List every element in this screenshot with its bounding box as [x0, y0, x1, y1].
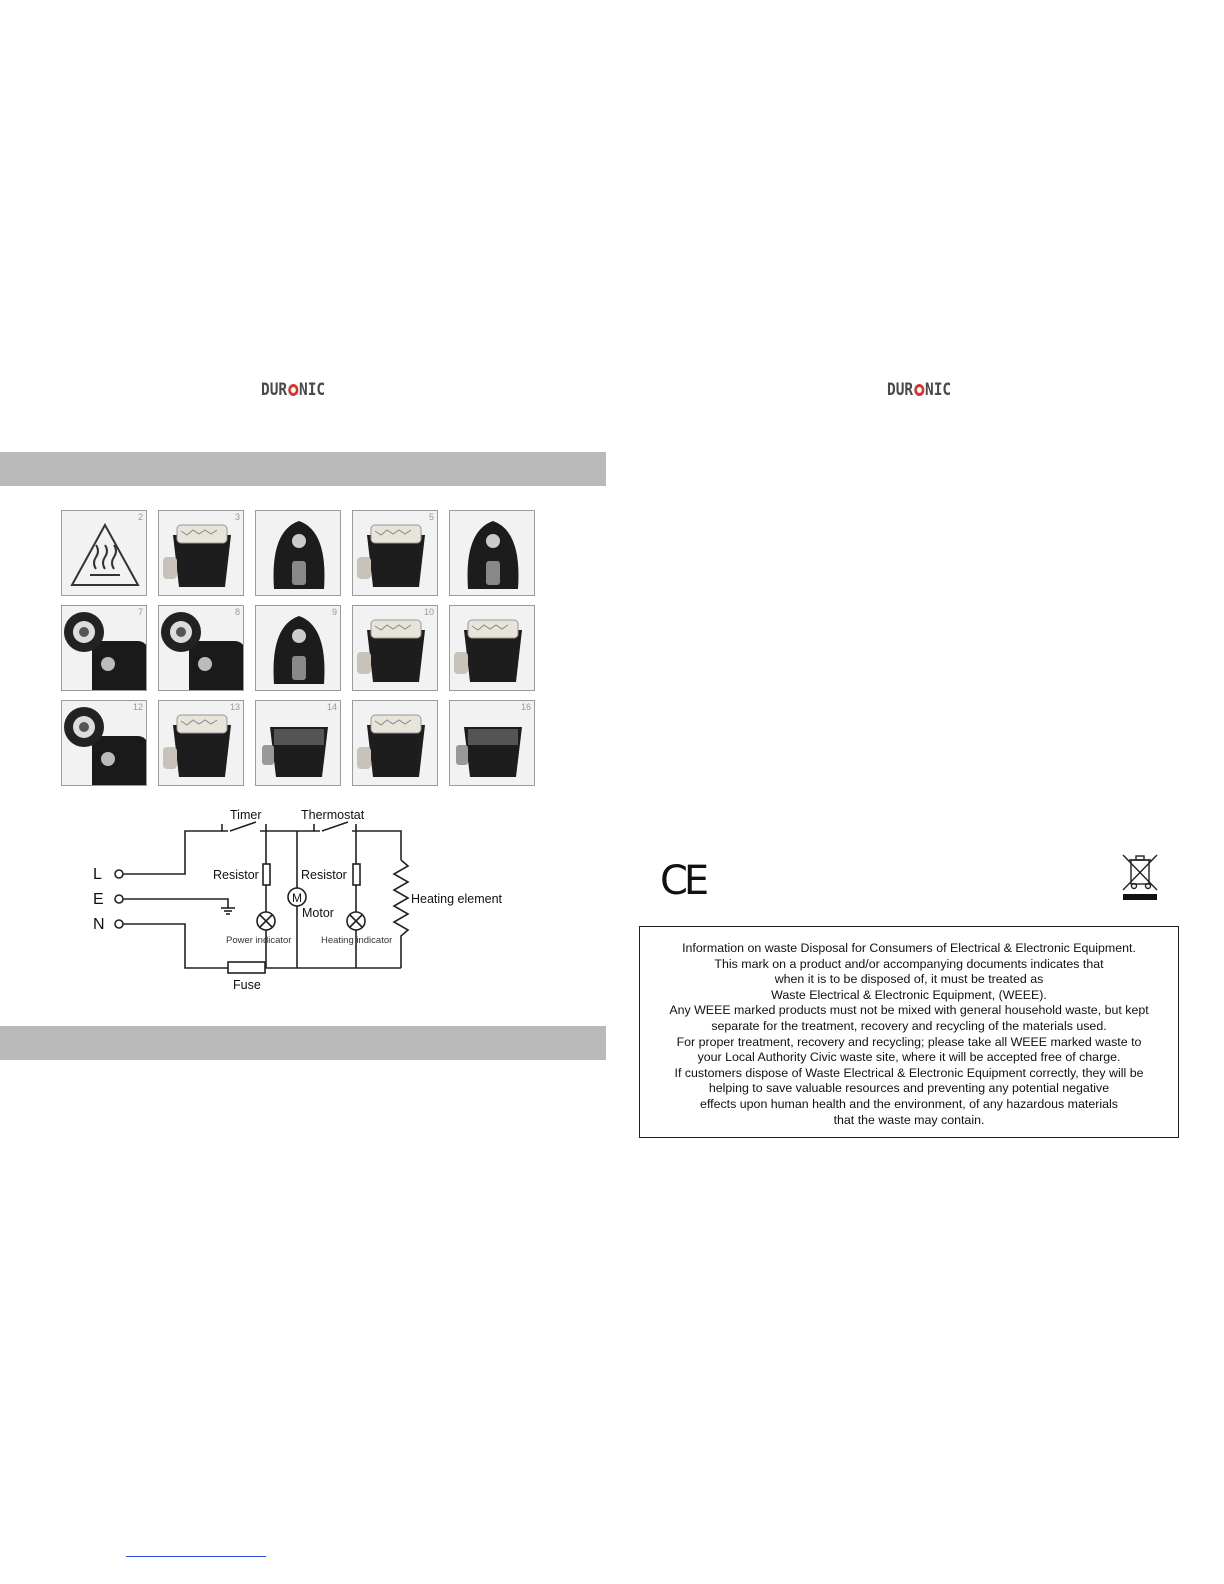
terminal-l: [115, 870, 123, 878]
ce-mark: CE: [660, 858, 706, 904]
step-illustration: [61, 510, 147, 596]
weee-notice-line: Information on waste Disposal for Consumers of Electrical & Electronic Equipment.: [682, 941, 1136, 955]
terminal-label-e: E: [93, 891, 104, 908]
duronic-logo-right: [887, 380, 951, 400]
weee-notice-line: helping to save valuable resources and preventing any potential negative: [708, 1081, 1110, 1096]
step-number: 13: [229, 702, 240, 712]
fryer-basket-icon: [256, 701, 341, 786]
fryer-basket-fries-icon: [353, 606, 438, 691]
step-illustrations-grid: [61, 510, 535, 792]
crossed-out-wheelie-bin-icon: [1120, 852, 1160, 902]
air-fryer-icon: [450, 511, 535, 596]
resistor-label-2: Resistor: [301, 868, 347, 882]
weee-notice-line: separate for the treatment, recovery and recycling of the materials used.: [711, 1018, 1107, 1033]
heating-indicator-label: Heating indicator: [321, 935, 393, 946]
step-number: 16: [520, 702, 531, 712]
weee-notice-line: when it is to be disposed of, it must be treated as: [774, 972, 1044, 987]
step-illustration: [255, 700, 341, 786]
duronic-logo-left: [261, 380, 325, 400]
air-fryer-icon: [256, 606, 341, 691]
terminal-label-n: N: [93, 916, 105, 933]
circuit-diagram: [88, 800, 528, 1000]
step-illustration: [449, 605, 535, 691]
thermostat-label: Thermostat: [301, 808, 365, 822]
logo-text-left-b: NIC: [299, 380, 326, 400]
fryer-dial-icon: [159, 606, 244, 691]
heating-element-label: Heating element: [411, 892, 503, 906]
step-number: 2: [137, 512, 143, 522]
weee-notice-line: This mark on a product and/or accompanying documents indicates that: [714, 956, 1104, 971]
step-illustration: [352, 510, 438, 596]
section-header-band: [0, 452, 606, 486]
resistor-label-1: Resistor: [213, 868, 259, 882]
step-illustration: [158, 605, 244, 691]
weee-notice-line: If customers dispose of Waste Electrical & Electronic Equipment correctly, they will be: [674, 1065, 1144, 1080]
terminal-e: [115, 895, 123, 903]
logo-text-left-a: DUR: [261, 380, 288, 400]
fryer-basket-fries-icon: [159, 511, 244, 596]
step-number: 5: [428, 512, 434, 522]
weee-notice-line: that the waste may contain.: [833, 1112, 985, 1127]
step-illustration: [449, 700, 535, 786]
fryer-basket-fries-icon: [450, 606, 535, 691]
fryer-basket-icon: [450, 701, 535, 786]
step-illustration: [61, 700, 147, 786]
step-number: 14: [326, 702, 337, 712]
step-illustration: [352, 605, 438, 691]
weee-notice-line: Waste Electrical & Electronic Equipment, (WEEE).: [771, 987, 1047, 1002]
step-number: 3: [234, 512, 240, 522]
footer-underline: [126, 1556, 266, 1557]
weee-disposal-notice: [639, 926, 1179, 1138]
logo-power-icon: [288, 384, 298, 396]
weee-notice-line: For proper treatment, recovery and recycling; please take all WEEE marked waste to: [676, 1034, 1142, 1049]
step-illustration: [255, 605, 341, 691]
weee-notice-line: Any WEEE marked products must not be mixed with general household waste, but kept: [669, 1003, 1149, 1018]
section-header-band: [0, 1026, 606, 1060]
fryer-dial-icon: [62, 701, 147, 786]
step-illustration: [61, 605, 147, 691]
hot-surface-warning-icon: [62, 511, 147, 596]
logo-text-right-a: DUR: [887, 380, 914, 400]
fryer-dial-icon: [62, 606, 147, 691]
step-number: 7: [137, 607, 143, 617]
step-illustration: [158, 510, 244, 596]
power-indicator-label: Power indicator: [226, 935, 292, 946]
fryer-basket-fries-icon: [353, 511, 438, 596]
fuse-label: Fuse: [233, 978, 261, 992]
terminal-n: [115, 920, 123, 928]
air-fryer-icon: [256, 511, 341, 596]
step-number: 9: [331, 607, 337, 617]
weee-notice-line: your Local Authority Civic waste site, where it will be accepted free of charge.: [697, 1050, 1121, 1065]
step-illustration: [352, 700, 438, 786]
weee-notice-line: effects upon human health and the environment, of any hazardous materials: [700, 1096, 1118, 1111]
step-illustration: [449, 510, 535, 596]
fryer-basket-fries-icon: [159, 701, 244, 786]
timer-label: Timer: [230, 808, 262, 822]
step-number: 12: [132, 702, 143, 712]
step-number: 8: [234, 607, 240, 617]
motor-symbol: M: [292, 891, 302, 905]
step-illustration: [255, 510, 341, 596]
step-illustration: [158, 700, 244, 786]
motor-label: Motor: [302, 906, 334, 920]
terminal-label-l: L: [93, 866, 102, 883]
fryer-basket-fries-icon: [353, 701, 438, 786]
fuse-symbol: [228, 962, 265, 973]
logo-power-icon: [914, 384, 924, 396]
step-number: 10: [423, 607, 434, 617]
logo-text-right-b: NIC: [925, 380, 952, 400]
